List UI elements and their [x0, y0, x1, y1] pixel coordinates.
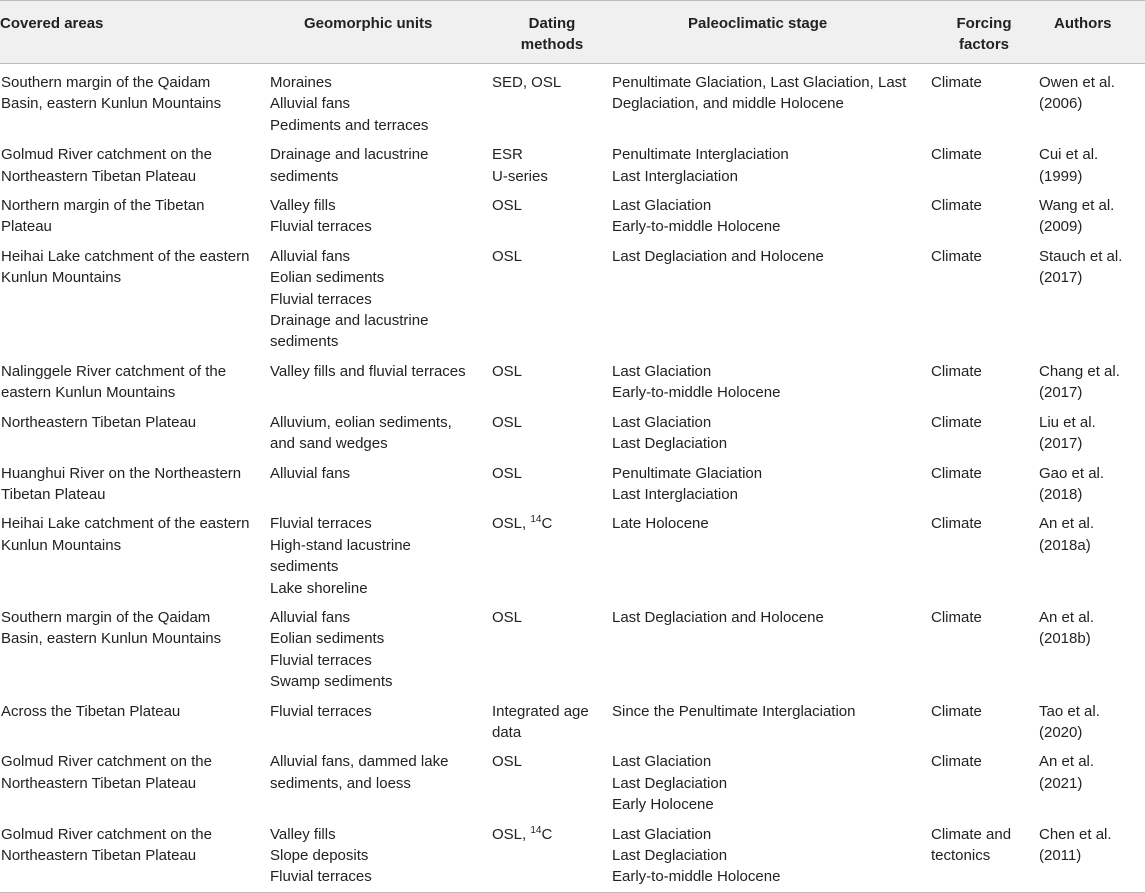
dating-method-suffix: C — [541, 825, 553, 843]
paleoclimatic-stage-line: Last Glaciation — [612, 413, 712, 431]
paleoclimatic-stage-line: Last Glaciation — [612, 197, 712, 215]
paleoclimatic-stage-line: Last Deglaciation — [612, 435, 728, 453]
paleoclimatic-stage-line: Late Holocene — [612, 515, 709, 533]
covered-area-line: Northeastern Tibetan Plateau — [1, 847, 197, 864]
covered-area-line: Tibetan Plateau — [1, 485, 106, 503]
geomorphic-units-line: Pediments and terraces — [270, 116, 429, 134]
dating-methods-cell — [492, 187, 612, 238]
dating-methods-cell — [492, 505, 612, 599]
dating-methods-line: SED, OSL — [492, 74, 562, 91]
geomorphic-units-cell — [270, 353, 492, 404]
covered-area-line: Across the Tibetan Plateau — [1, 702, 181, 720]
authors-cell — [1039, 816, 1145, 893]
dating-methods-line: OSL — [492, 608, 523, 626]
authors-line: (2018b) — [1039, 630, 1091, 648]
covered-area-line: Kunlun Mountains — [1, 269, 122, 287]
geomorphic-units-line: Alluvial fans — [270, 247, 351, 265]
dating-methods-line: ESR — [492, 146, 523, 164]
dating-methods-cell — [492, 404, 612, 455]
header-authors: Authors — [1054, 15, 1112, 32]
geomorphic-units-line: Lake shoreline — [270, 579, 368, 597]
geomorphic-units-line: Fluvial terraces — [270, 702, 372, 720]
covered-area-line: Golmud River catchment on the — [1, 825, 212, 843]
geomorphic-units-line: Valley fills — [270, 197, 336, 215]
paleoclimatic-stage-cell — [612, 816, 931, 893]
paleoclimatic-stage-line: Early-to-middle Holocene — [612, 384, 781, 402]
authors-line: (2021) — [1039, 774, 1083, 792]
dating-methods-line: Integrated age — [492, 702, 589, 720]
geomorphic-units-line: High-stand lacustrine — [270, 536, 411, 554]
forcing-factors-line: Climate and — [931, 825, 1012, 843]
geomorphic-units-line: and sand wedges — [270, 435, 388, 453]
authors-line: Cui et al. — [1039, 146, 1099, 164]
table-row — [0, 599, 1145, 693]
forcing-factors-cell — [931, 693, 1039, 744]
authors-line: (1999) — [1039, 167, 1083, 185]
paleoclimatic-stage-cell — [612, 353, 931, 404]
geomorphic-units-line: sediments — [270, 558, 339, 576]
table-header-row — [0, 1, 1145, 64]
authors-cell — [1039, 505, 1145, 599]
authors-line: (2018) — [1039, 485, 1083, 503]
geomorphic-units-line: Alluvial fans — [270, 95, 351, 113]
authors-cell — [1039, 599, 1145, 693]
authors-line: Wang et al. — [1039, 197, 1115, 215]
forcing-factors-cell — [931, 455, 1039, 506]
forcing-factors-line: Climate — [931, 608, 982, 626]
table-row — [0, 404, 1145, 455]
header-dating-methods-line: methods — [520, 36, 584, 53]
forcing-factors-line: Climate — [931, 413, 982, 431]
forcing-factors-cell — [931, 816, 1039, 893]
forcing-factors-cell — [931, 238, 1039, 353]
forcing-factors-cell — [931, 743, 1039, 815]
forcing-factors-line: Climate — [931, 515, 982, 533]
covered-area-line: Huanghui River on the Northeastern — [1, 464, 242, 482]
geomorphic-units-line: Eolian sediments — [270, 269, 385, 287]
authors-line: (2011) — [1039, 847, 1082, 864]
authors-line: (2017) — [1039, 269, 1083, 287]
geomorphic-units-line: Alluvial fans, dammed lake — [270, 753, 449, 771]
forcing-factors-line: Climate — [931, 74, 982, 91]
covered-area-line: Northeastern Tibetan Plateau — [1, 413, 197, 431]
authors-line: (2006) — [1039, 95, 1083, 113]
authors-cell — [1039, 455, 1145, 506]
table-row — [0, 64, 1145, 137]
covered-area-cell — [0, 64, 270, 137]
isotope-superscript: 14 — [530, 824, 542, 836]
covered-area-cell — [0, 136, 270, 187]
covered-area-line: Nalinggele River catchment of the — [1, 362, 227, 380]
covered-area-line: Golmud River catchment on the — [1, 146, 212, 164]
covered-area-line: eastern Kunlun Mountains — [1, 384, 176, 402]
paleoclimatic-stage-line: Last Interglaciation — [612, 485, 738, 503]
paleoclimatic-stage-line: Last Glaciation — [612, 825, 712, 843]
paleoclimatic-stage-cell — [612, 455, 931, 506]
paleoclimatic-stage-line: Penultimate Interglaciation — [612, 146, 789, 164]
dating-methods-cell — [492, 353, 612, 404]
covered-area-cell — [0, 455, 270, 506]
authors-cell — [1039, 64, 1145, 137]
paleoclimatic-stage-line: Early-to-middle Holocene — [612, 218, 781, 236]
geomorphic-units-line: Eolian sediments — [270, 630, 385, 648]
forcing-factors-line: Climate — [931, 464, 982, 482]
covered-area-line: Basin, eastern Kunlun Mountains — [1, 630, 222, 648]
table-row — [0, 136, 1145, 187]
geomorphic-units-line: Alluvial fans — [270, 608, 351, 626]
geomorphic-units-cell — [270, 136, 492, 187]
covered-area-line: Heihai Lake catchment of the eastern — [1, 247, 250, 265]
dating-method-line — [492, 824, 610, 845]
forcing-factors-line: Climate — [931, 753, 982, 771]
covered-area-cell — [0, 743, 270, 815]
covered-area-line: Northeastern Tibetan Plateau — [1, 774, 197, 792]
table-row — [0, 187, 1145, 238]
geomorphic-units-line: Alluvial fans — [270, 464, 351, 482]
header-covered-areas: Covered areas — [0, 15, 104, 32]
covered-area-line: Southern margin of the Qaidam — [1, 74, 211, 91]
dating-method-prefix: OSL, — [492, 515, 531, 533]
authors-line: Chang et al. — [1039, 362, 1120, 380]
covered-area-line: Kunlun Mountains — [1, 536, 122, 554]
covered-area-cell — [0, 238, 270, 353]
geomorphic-units-line: Slope deposits — [270, 847, 369, 864]
authors-line: Liu et al. — [1039, 413, 1096, 431]
dating-methods-cell — [492, 455, 612, 506]
authors-cell — [1039, 136, 1145, 187]
paleoclimatic-stage-line: Deglaciation, and middle Holocene — [612, 95, 844, 113]
forcing-factors-cell — [931, 353, 1039, 404]
table-row — [0, 353, 1145, 404]
paleoclimatic-stage-line: Last Glaciation — [612, 753, 712, 771]
dating-methods-cell — [492, 693, 612, 744]
header-forcing-factors-line: factors — [958, 36, 1010, 53]
dating-methods-cell — [492, 743, 612, 815]
paleoclimatic-stage-line: Early Holocene — [612, 796, 714, 814]
forcing-factors-line: tectonics — [931, 847, 991, 864]
paleoclimatic-stage-cell — [612, 505, 931, 599]
forcing-factors-cell — [931, 404, 1039, 455]
forcing-factors-cell — [931, 187, 1039, 238]
geomorphic-units-cell — [270, 187, 492, 238]
geomorphic-units-line: Fluvial terraces — [270, 218, 372, 236]
authors-line: An et al. — [1039, 608, 1095, 626]
dating-methods-line: data — [492, 723, 522, 741]
covered-area-line: Northeastern Tibetan Plateau — [1, 167, 197, 185]
geomorphic-units-line: sediments — [270, 167, 339, 185]
geomorphic-units-line: Alluvium, eolian sediments, — [270, 413, 452, 431]
paleoclimatic-stage-line: Last Interglaciation — [612, 167, 738, 185]
table-row — [0, 816, 1145, 893]
paleoclimatic-stage-line: Last Deglaciation and Holocene — [612, 608, 824, 626]
dating-methods-line: OSL — [492, 362, 523, 380]
dating-methods-line: OSL — [492, 247, 523, 265]
table-row — [0, 693, 1145, 744]
geomorphic-units-cell — [270, 743, 492, 815]
geomorphic-units-line: Drainage and lacustrine — [270, 312, 429, 330]
authors-line: Tao et al. — [1039, 702, 1100, 720]
geomorphic-units-line: Fluvial terraces — [270, 290, 372, 308]
dating-method-line — [492, 513, 610, 534]
authors-cell — [1039, 404, 1145, 455]
covered-area-cell — [0, 599, 270, 693]
paleoclimatic-stage-line: Last Deglaciation — [612, 774, 728, 792]
forcing-factors-cell — [931, 599, 1039, 693]
authors-line: (2009) — [1039, 218, 1083, 236]
geomorphic-units-cell — [270, 693, 492, 744]
dating-method-suffix: C — [541, 515, 553, 533]
paleoclimatic-stage-line: Last Glaciation — [612, 362, 712, 380]
authors-line: An et al. — [1039, 515, 1095, 533]
dating-methods-cell — [492, 599, 612, 693]
covered-area-line: Northern margin of the Tibetan — [1, 197, 205, 215]
geomorphic-units-cell — [270, 599, 492, 693]
dating-methods-cell — [492, 64, 612, 137]
dating-methods-line: OSL — [492, 197, 523, 215]
geomorphic-units-line: Valley fills and fluvial terraces — [270, 362, 466, 380]
forcing-factors-line: Climate — [931, 702, 982, 720]
header-forcing-factors-line: Forcing — [956, 15, 1012, 32]
forcing-factors-cell — [931, 136, 1039, 187]
header-dating-methods — [492, 1, 612, 64]
forcing-factors-cell — [931, 505, 1039, 599]
dating-methods-cell — [492, 136, 612, 187]
covered-area-line: Southern margin of the Qaidam — [1, 608, 211, 626]
geomorphic-units-line: sediments, and loess — [270, 774, 411, 792]
paleoclimatic-stage-line: Penultimate Glaciation, Last Glaciation, Last — [612, 74, 907, 91]
table-row — [0, 238, 1145, 353]
covered-area-cell — [0, 404, 270, 455]
paleoclimatic-stage-cell — [612, 693, 931, 744]
dating-methods-cell — [492, 238, 612, 353]
paleoclimatic-stage-line: Since the Penultimate Interglaciation — [612, 702, 856, 720]
authors-line: Stauch et al. — [1039, 247, 1123, 265]
geomorphic-units-cell — [270, 404, 492, 455]
authors-line: An et al. — [1039, 753, 1095, 771]
paleoclimatic-stage-line: Penultimate Glaciation — [612, 464, 763, 482]
authors-cell — [1039, 743, 1145, 815]
table-body — [0, 64, 1145, 893]
forcing-factors-line: Climate — [931, 247, 982, 265]
covered-area-cell — [0, 187, 270, 238]
geomorphic-units-cell — [270, 64, 492, 137]
geomorphic-units-line: Swamp sediments — [270, 673, 393, 691]
covered-area-line: Golmud River catchment on the — [1, 753, 212, 771]
authors-line: (2017) — [1039, 384, 1083, 402]
dating-methods-line: OSL — [492, 464, 523, 482]
geomorphic-units-line: Fluvial terraces — [270, 868, 372, 886]
geomorphic-units-line: Drainage and lacustrine — [270, 146, 429, 164]
forcing-factors-cell — [931, 64, 1039, 137]
authors-line: (2017) — [1039, 435, 1083, 453]
paleoclimatic-stage-cell — [612, 404, 931, 455]
covered-area-line: Plateau — [1, 218, 52, 236]
forcing-factors-line: Climate — [931, 146, 982, 164]
forcing-factors-line: Climate — [931, 197, 982, 215]
covered-area-cell — [0, 816, 270, 893]
header-geomorphic-units: Geomorphic units — [304, 15, 433, 32]
geomorphic-units-line: sediments — [270, 333, 339, 351]
dating-methods-cell — [492, 816, 612, 893]
dating-methods-line: OSL — [492, 413, 523, 431]
geomorphic-units-cell — [270, 505, 492, 599]
header-forcing-factors — [931, 1, 1039, 64]
geomorphic-units-cell — [270, 455, 492, 506]
covered-area-cell — [0, 353, 270, 404]
authors-line: Chen et al. — [1039, 825, 1112, 843]
dating-methods-line: OSL — [492, 753, 523, 771]
header-paleoclimatic-stage: Paleoclimatic stage — [688, 15, 828, 32]
table-row — [0, 505, 1145, 599]
paleoclimatic-stage-line: Last Deglaciation — [612, 847, 728, 864]
paleoclimatic-stage-cell — [612, 64, 931, 137]
table-row — [0, 743, 1145, 815]
authors-cell — [1039, 353, 1145, 404]
paleoclimatic-stage-cell — [612, 136, 931, 187]
geomorphic-units-line: Moraines — [270, 74, 332, 91]
paleoclimatic-stage-cell — [612, 599, 931, 693]
authors-line: (2020) — [1039, 723, 1083, 741]
authors-cell — [1039, 238, 1145, 353]
authors-cell — [1039, 187, 1145, 238]
covered-area-cell — [0, 505, 270, 599]
paleoclimatic-stage-cell — [612, 238, 931, 353]
authors-line: Gao et al. — [1039, 464, 1105, 482]
forcing-factors-line: Climate — [931, 362, 982, 380]
table-row — [0, 455, 1145, 506]
authors-line: (2018a) — [1039, 536, 1091, 554]
geomorphic-units-line: Valley fills — [270, 825, 336, 843]
dating-method-prefix: OSL, — [492, 825, 531, 843]
authors-line: Owen et al. — [1039, 74, 1115, 91]
paleoclimatic-stage-line: Early-to-middle Holocene — [612, 868, 781, 886]
paleoclimatic-stage-cell — [612, 743, 931, 815]
header-dating-methods-line: Dating — [528, 15, 576, 32]
paleoclimatic-stage-cell — [612, 187, 931, 238]
covered-area-cell — [0, 693, 270, 744]
isotope-superscript: 14 — [530, 514, 542, 526]
geomorphic-units-cell — [270, 238, 492, 353]
geomorphic-units-line: Fluvial terraces — [270, 651, 372, 669]
covered-area-line: Basin, eastern Kunlun Mountains — [1, 95, 222, 113]
geomorphic-units-cell — [270, 816, 492, 893]
covered-area-line: Heihai Lake catchment of the eastern — [1, 515, 250, 533]
dating-methods-line: U-series — [492, 167, 548, 185]
geomorphic-units-line: Fluvial terraces — [270, 515, 372, 533]
authors-cell — [1039, 693, 1145, 744]
paleoclimatic-stage-line: Last Deglaciation and Holocene — [612, 247, 824, 265]
